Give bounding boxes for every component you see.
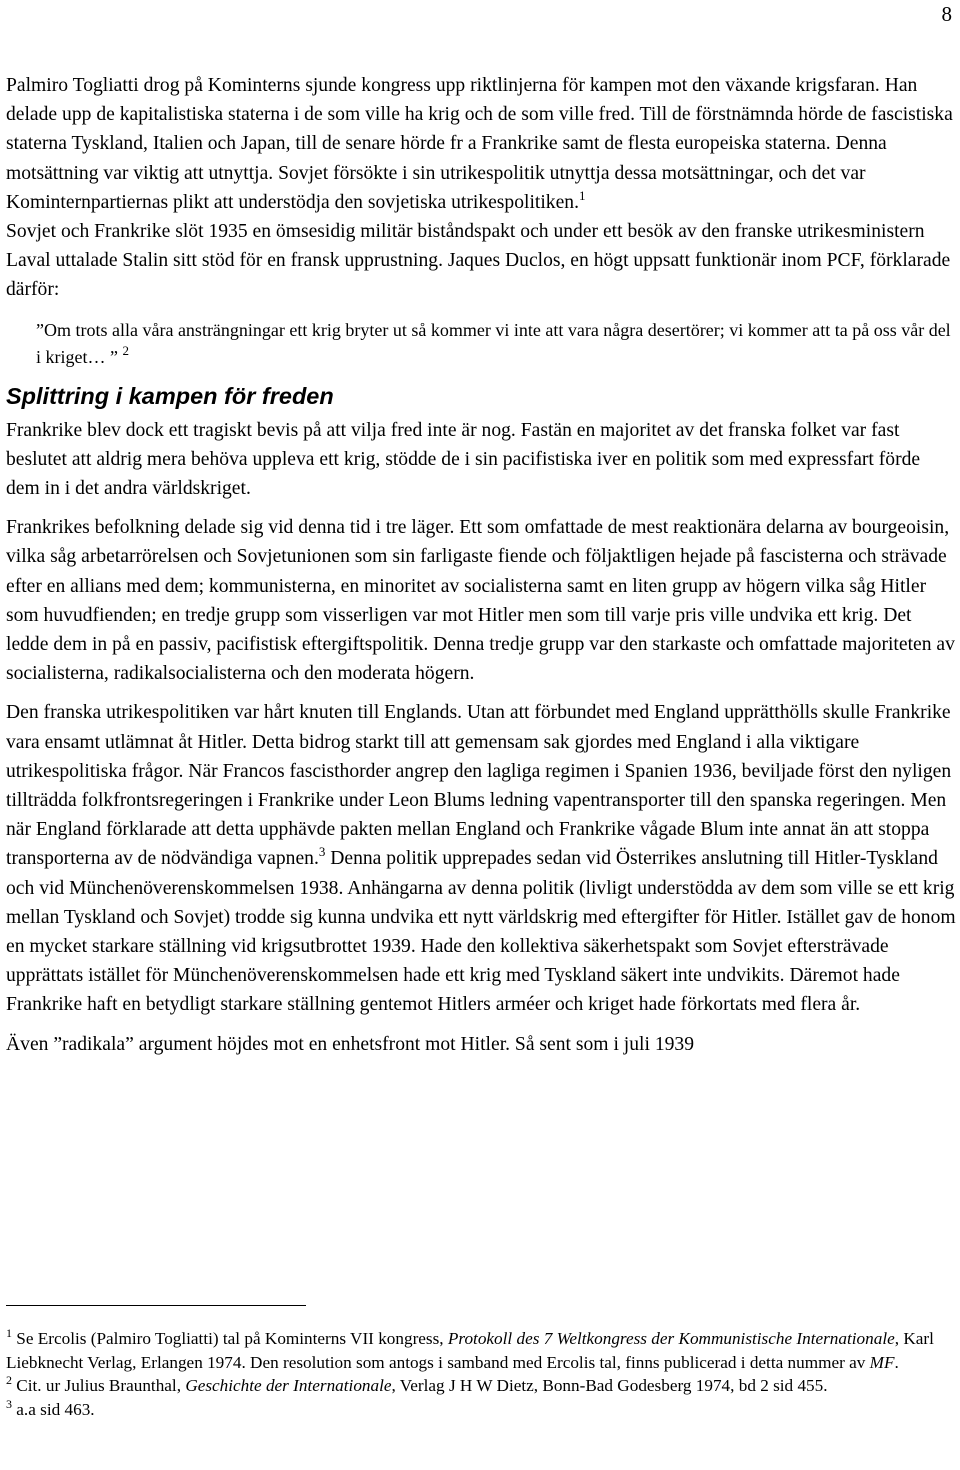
footnote-text: , Karl Liebknecht Verlag, Erlangen 1974. Den resolution som antogs i samband med Ercolis tal, finns publicerad i detta nummer av [6, 1329, 934, 1372]
paragraph-text-continued: Denna politik upprepades sedan vid Österrikes anslutning till Hitler-Tyskland och vid Münchenöverenskommelsen 1938. Anhängarna av denna politik (livligt understödda av dem som ville se ett krig mellan Tyskland och Sovjet) trodde sig kunna undvika ett nytt världskrig med eftergifter för Hitler. Istället gav de honom en mycket starkare ställning vid krigsutbrottet 1939. Hade den kollektiva säkerhetspakt som Sovjet eftersträvade upprättats istället för Münchenöverenskommelsen hade ett krig med Tyskland säkert inte undvikits. Däremot hade Frankrike haft en betydligt starkare ställning gentemot Hitlers arméer och kriget hade förkortats med flera år. [6, 848, 956, 1016]
footnote-1 [6, 1327, 951, 1374]
quotation-text: ”Om trots alla våra ansträngningar ett krig bryter ut så kommer vi inte att vara några desertörer; vi kommer att ta på oss vår del i kriget… ” [36, 319, 951, 367]
footnote-text: a.a sid 463. [12, 1399, 95, 1419]
footnote-title: MF [869, 1352, 895, 1372]
paragraph-text: Den franska utrikespolitiken var hårt knuten till Englands. Utan att förbundet med England upprätthölls skulle Frankrike vara ensamt utlämnat åt Hitler. Detta bidrog starkt till att gemensam sak gjordes med England i alla viktigare utrikespolitiska frågor. När Francos fascisthorder angrep den lagliga regimen i Spanien 1936, beviljade först den nyligen tillträdda folkfrontsregeringen i Frankrike under Leon Blums ledning vapentransporter till den spanska regeringen. Men när England förklarade att detta upphävde pakten mellan England och Frankrike vågade Blum inte annat än att stoppa transporterna av de nödvändiga vapnen. [6, 702, 952, 870]
footnote-2 [6, 1374, 951, 1398]
footnote-number: 2 [6, 1373, 12, 1387]
section-heading: Splittring i kampen för freden [6, 382, 334, 409]
paragraph-togliatti [6, 71, 956, 217]
paragraph-foreign-policy [6, 698, 956, 1019]
footnote-separator [6, 1305, 306, 1306]
paragraph-three-camps: Frankrikes befolkning delade sig vid denna tid i tre läger. Ett som omfattade de mest reaktionära delarna av bourgeoisin, vilka såg arbetarrörelsen och Sovjetunionen som sin farligaste fiende och följaktligen hejade på fascisterna och strävade efter en allians med dem; kommunisterna, en minoritet av socialisterna samt en liten grupp av högern vilka såg Hitler som huvudfienden; en tredje grupp som visserligen var mot Hitler men som till varje pris ville undvika ett krig. Det ledde dem in på en passiv, pacifistisk eftergiftspolitik. Denna tredje grupp var den starkaste och omfattade majoriteten av socialisterna, radikalsocialisterna och den moderata högern. [6, 517, 955, 685]
paragraph-france-peace: Frankrike blev dock ett tragiskt bevis på att vilja fred inte är nog. Fastän en majoritet av det franska folket var fast beslutet att aldrig mera behöva uppleva ett krig, stödde de i sin pacifistiska iver en politik som med expressfart förde dem in i det andra världskriget. [6, 419, 921, 500]
footnote-number: 1 [6, 1326, 12, 1340]
footnote-text: Se Ercolis (Palmiro Togliatti) tal på Kominterns VII kongress, [12, 1329, 448, 1348]
page-number: 8 [941, 2, 952, 26]
footnote-ref-1[interactable]: 1 [579, 187, 586, 203]
footnote-title: Geschichte der Internationale [185, 1376, 392, 1395]
paragraph-soviet-france: Sovjet och Frankrike slöt 1935 en ömsesidig militär biståndspakt och under ett besök av den franske utrikesministern Laval uttalade Stalin sitt stöd för en fransk upprustning. Jaques Duclos, en högt uppsatt funktionär inom PCF, förklarade därför: [6, 221, 951, 301]
footnote-text: , Verlag J H W Dietz, Bonn-Bad Godesberg 1974, bd 2 sid 455. [391, 1376, 828, 1395]
footnote-3 [6, 1398, 951, 1422]
quotation-duclos [36, 317, 956, 371]
footnote-title: Protokoll des 7 Weltkongress der Kommunistische Internationale [447, 1329, 895, 1348]
paragraph-text: Palmiro Togliatti drog på Kominterns sjunde kongress upp riktlinjerna för kampen mot den växande krigsfaran. Han delade upp de kapitalistiska staterna i de som ville ha krig och de som ville fred. Till de förstnämnda hörde de fascistiska staterna Tyskland, Italien och Japan, till de senare hörde fr a Frankrike samt de flesta europeiska staterna. Denna motsättning var viktig att utnyttja. Sovjet försökte i sin utrikespolitik utnyttja dessa motsättningar, och det var Kominternpartiernas plikt att understödja den sovjetiska utrikespolitiken. [6, 75, 953, 213]
body-text [6, 71, 956, 1059]
footnote-number: 3 [6, 1396, 12, 1411]
footnote-text: . [894, 1352, 899, 1372]
footnote-ref-3[interactable]: 3 [318, 844, 326, 860]
paragraph-radical-arguments: Även ”radikala” argument höjdes mot en enhetsfront mot Hitler. Så sent som i juli 1939 [6, 1033, 695, 1055]
footnotes [6, 1327, 951, 1421]
footnote-ref-2[interactable]: 2 [122, 342, 129, 358]
footnote-text: Cit. ur Julius Braunthal, [12, 1376, 186, 1395]
